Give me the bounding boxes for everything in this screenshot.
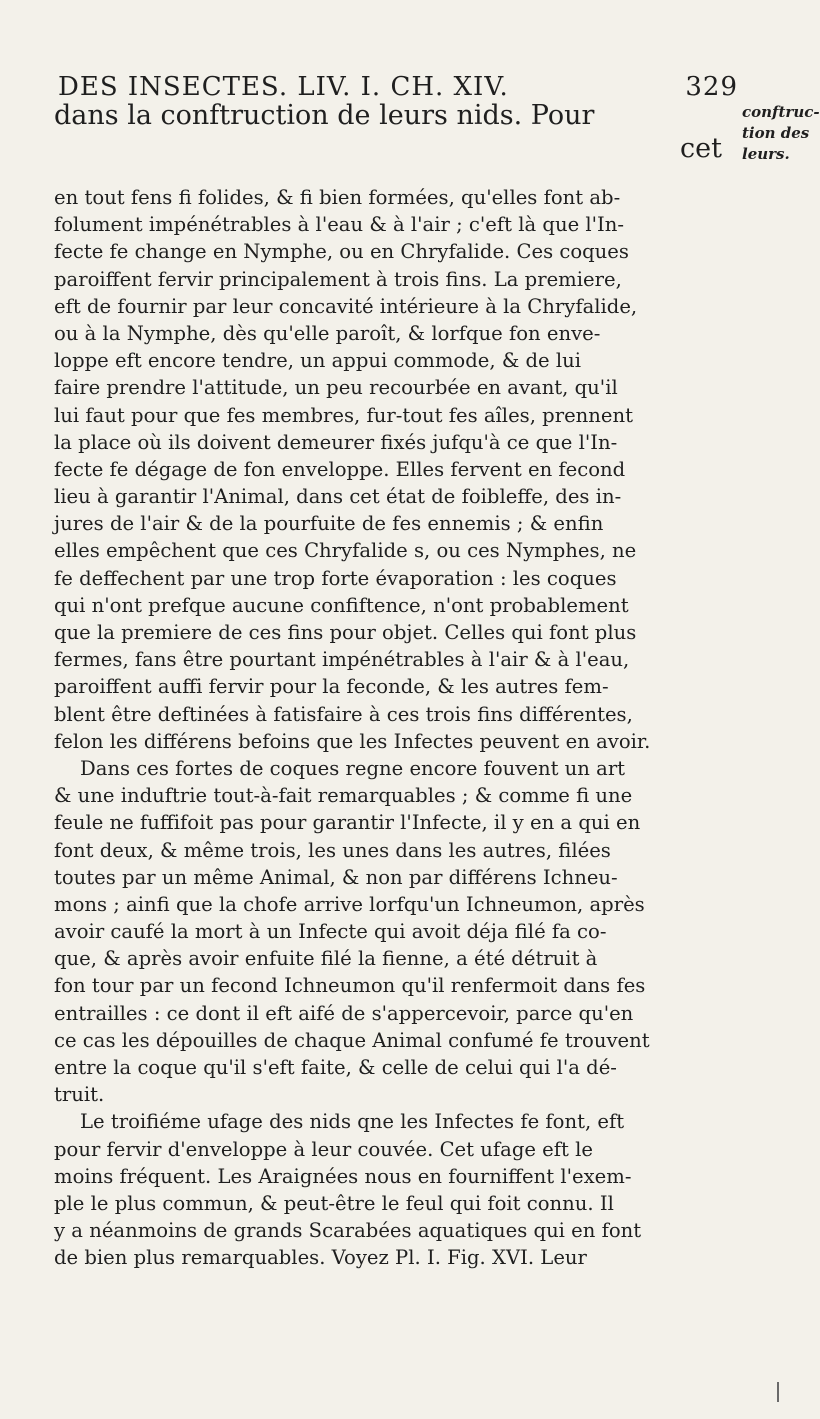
text-line: fecte fe dégage de fon enveloppe. Elles fervent en fecond: [54, 457, 626, 481]
text-line: ple le plus commun, & peut-être le feul qui foit connu. Il: [54, 1191, 614, 1215]
text-line: qui n'ont prefque aucune confiftence, n'ont probablement: [54, 593, 629, 617]
text-line: moins fréquent. Les Araignées nous en fourniffent l'exem-: [54, 1164, 632, 1188]
page-number: 329: [685, 72, 738, 102]
text-line: que, & après avoir enfuite filé la fienne, a été détruit à: [54, 947, 598, 971]
text-line: paroiffent fervir principalement à trois fins. La premiere,: [54, 267, 622, 291]
text-line: fon tour par un fecond Ichneumon qu'il renfermoit dans fes: [54, 974, 646, 998]
body-text: [54, 184, 786, 1272]
text-line: Le troifiéme ufage des nids qne les Infectes fe font, eft: [80, 1110, 625, 1134]
text-line: feule ne fuffifoit pas pour garantir l'Infecte, il y en a qui en: [54, 811, 641, 835]
text-line: paroiffent auffi fervir pour la feconde, & les autres fem-: [54, 675, 609, 699]
text-line: toutes par un même Animal, & non par différens Ichneu-: [54, 865, 618, 889]
text-line: avoir caufé la mort à un Infecte qui avoit déja filé fa co-: [54, 920, 607, 944]
text-line: folument impénétrables à l'eau & à l'air ; c'eft là que l'In-: [54, 213, 625, 237]
text-line: lui faut pour que fes membres, fur-tout fes aîles, prennent: [54, 403, 634, 427]
running-head: [58, 72, 738, 102]
text-line: felon les différens befoins que les Infectes peuvent en avoir.: [54, 729, 651, 753]
text-line: fecte fe change en Nymphe, ou en Chryfalide. Ces coques: [54, 240, 629, 264]
text-line: mons ; ainfi que la chofe arrive lorfqu'un Ichneumon, après: [54, 892, 645, 916]
text-line: loppe eft encore tendre, un appui commode, & de lui: [54, 349, 582, 373]
text-line: lieu à garantir l'Animal, dans cet état de foibleffe, des in-: [54, 485, 622, 509]
margin-note: [742, 102, 820, 165]
text-line: y a néanmoins de grands Scarabées aquatiques qui en font: [54, 1219, 642, 1243]
text-line: faire prendre l'attitude, un peu recourbée en avant, qu'il: [54, 376, 618, 400]
text-line: fe deffechent par une trop forte évaporation : les coques: [54, 566, 617, 590]
paper-edge-mark: [777, 1382, 779, 1402]
text-line: que la premiere de ces fins pour objet. Celles qui font plus: [54, 621, 637, 644]
text-line: truit.: [54, 1083, 105, 1107]
text-line: la place où ils doivent demeurer fixés jufqu'à ce que l'In-: [54, 430, 618, 454]
text-line: ce cas les dépouilles de chaque Animal confumé fe trouvent: [54, 1028, 650, 1052]
text-line: eft de fournir par leur concavité intérieure à la Chryfalide,: [54, 294, 638, 318]
text-line: jures de l'air & de la pourfuite de fes ennemis ; & enfin: [54, 512, 604, 536]
text-line: ou à la Nymphe, dès qu'elle paroît, & lorfque fon enve-: [54, 321, 601, 345]
text-line: elles empêchent que ces Chryfalide s, ou ces Nymphes, ne: [54, 539, 637, 563]
text-line: en tout fens fi folides, & fi bien formées, qu'elles font ab-: [54, 186, 621, 209]
text-line: font deux, & même trois, les unes dans les autres, filées: [54, 838, 611, 862]
text-line: Dans ces fortes de coques regne encore fouvent un art: [80, 756, 626, 780]
margin-note-line: leurs.: [742, 145, 790, 163]
text-line: blent être deftinées à fatisfaire à ces trois fins différentes,: [54, 702, 633, 726]
margin-note-line: conftruc-: [742, 103, 820, 121]
running-title: DES INSECTES. LIV. I. CH. XIV.: [58, 72, 509, 102]
margin-note-line: tion des: [742, 124, 810, 142]
text-line: entrailles : ce dont il eft aifé de s'appercevoir, parce qu'en: [54, 1001, 634, 1025]
text-line: de bien plus remarquables. Voyez Pl. I. Fig. XVI. Leur: [54, 1246, 587, 1270]
text-line: entre la coque qu'il s'eft faite, & celle de celui qui l'a dé-: [54, 1056, 617, 1079]
text-line: fermes, fans être pourtant impénétrables à l'air & à l'eau,: [54, 648, 630, 672]
lead-line: dans la conftruction de leurs nids. Pour: [54, 100, 595, 131]
text-line: pour fervir d'enveloppe à leur couvée. Cet ufage eft le: [54, 1137, 593, 1161]
catchword: cet: [680, 133, 722, 164]
text-line: & une induftrie tout-à-fait remarquables ; & comme fi une: [54, 784, 633, 808]
